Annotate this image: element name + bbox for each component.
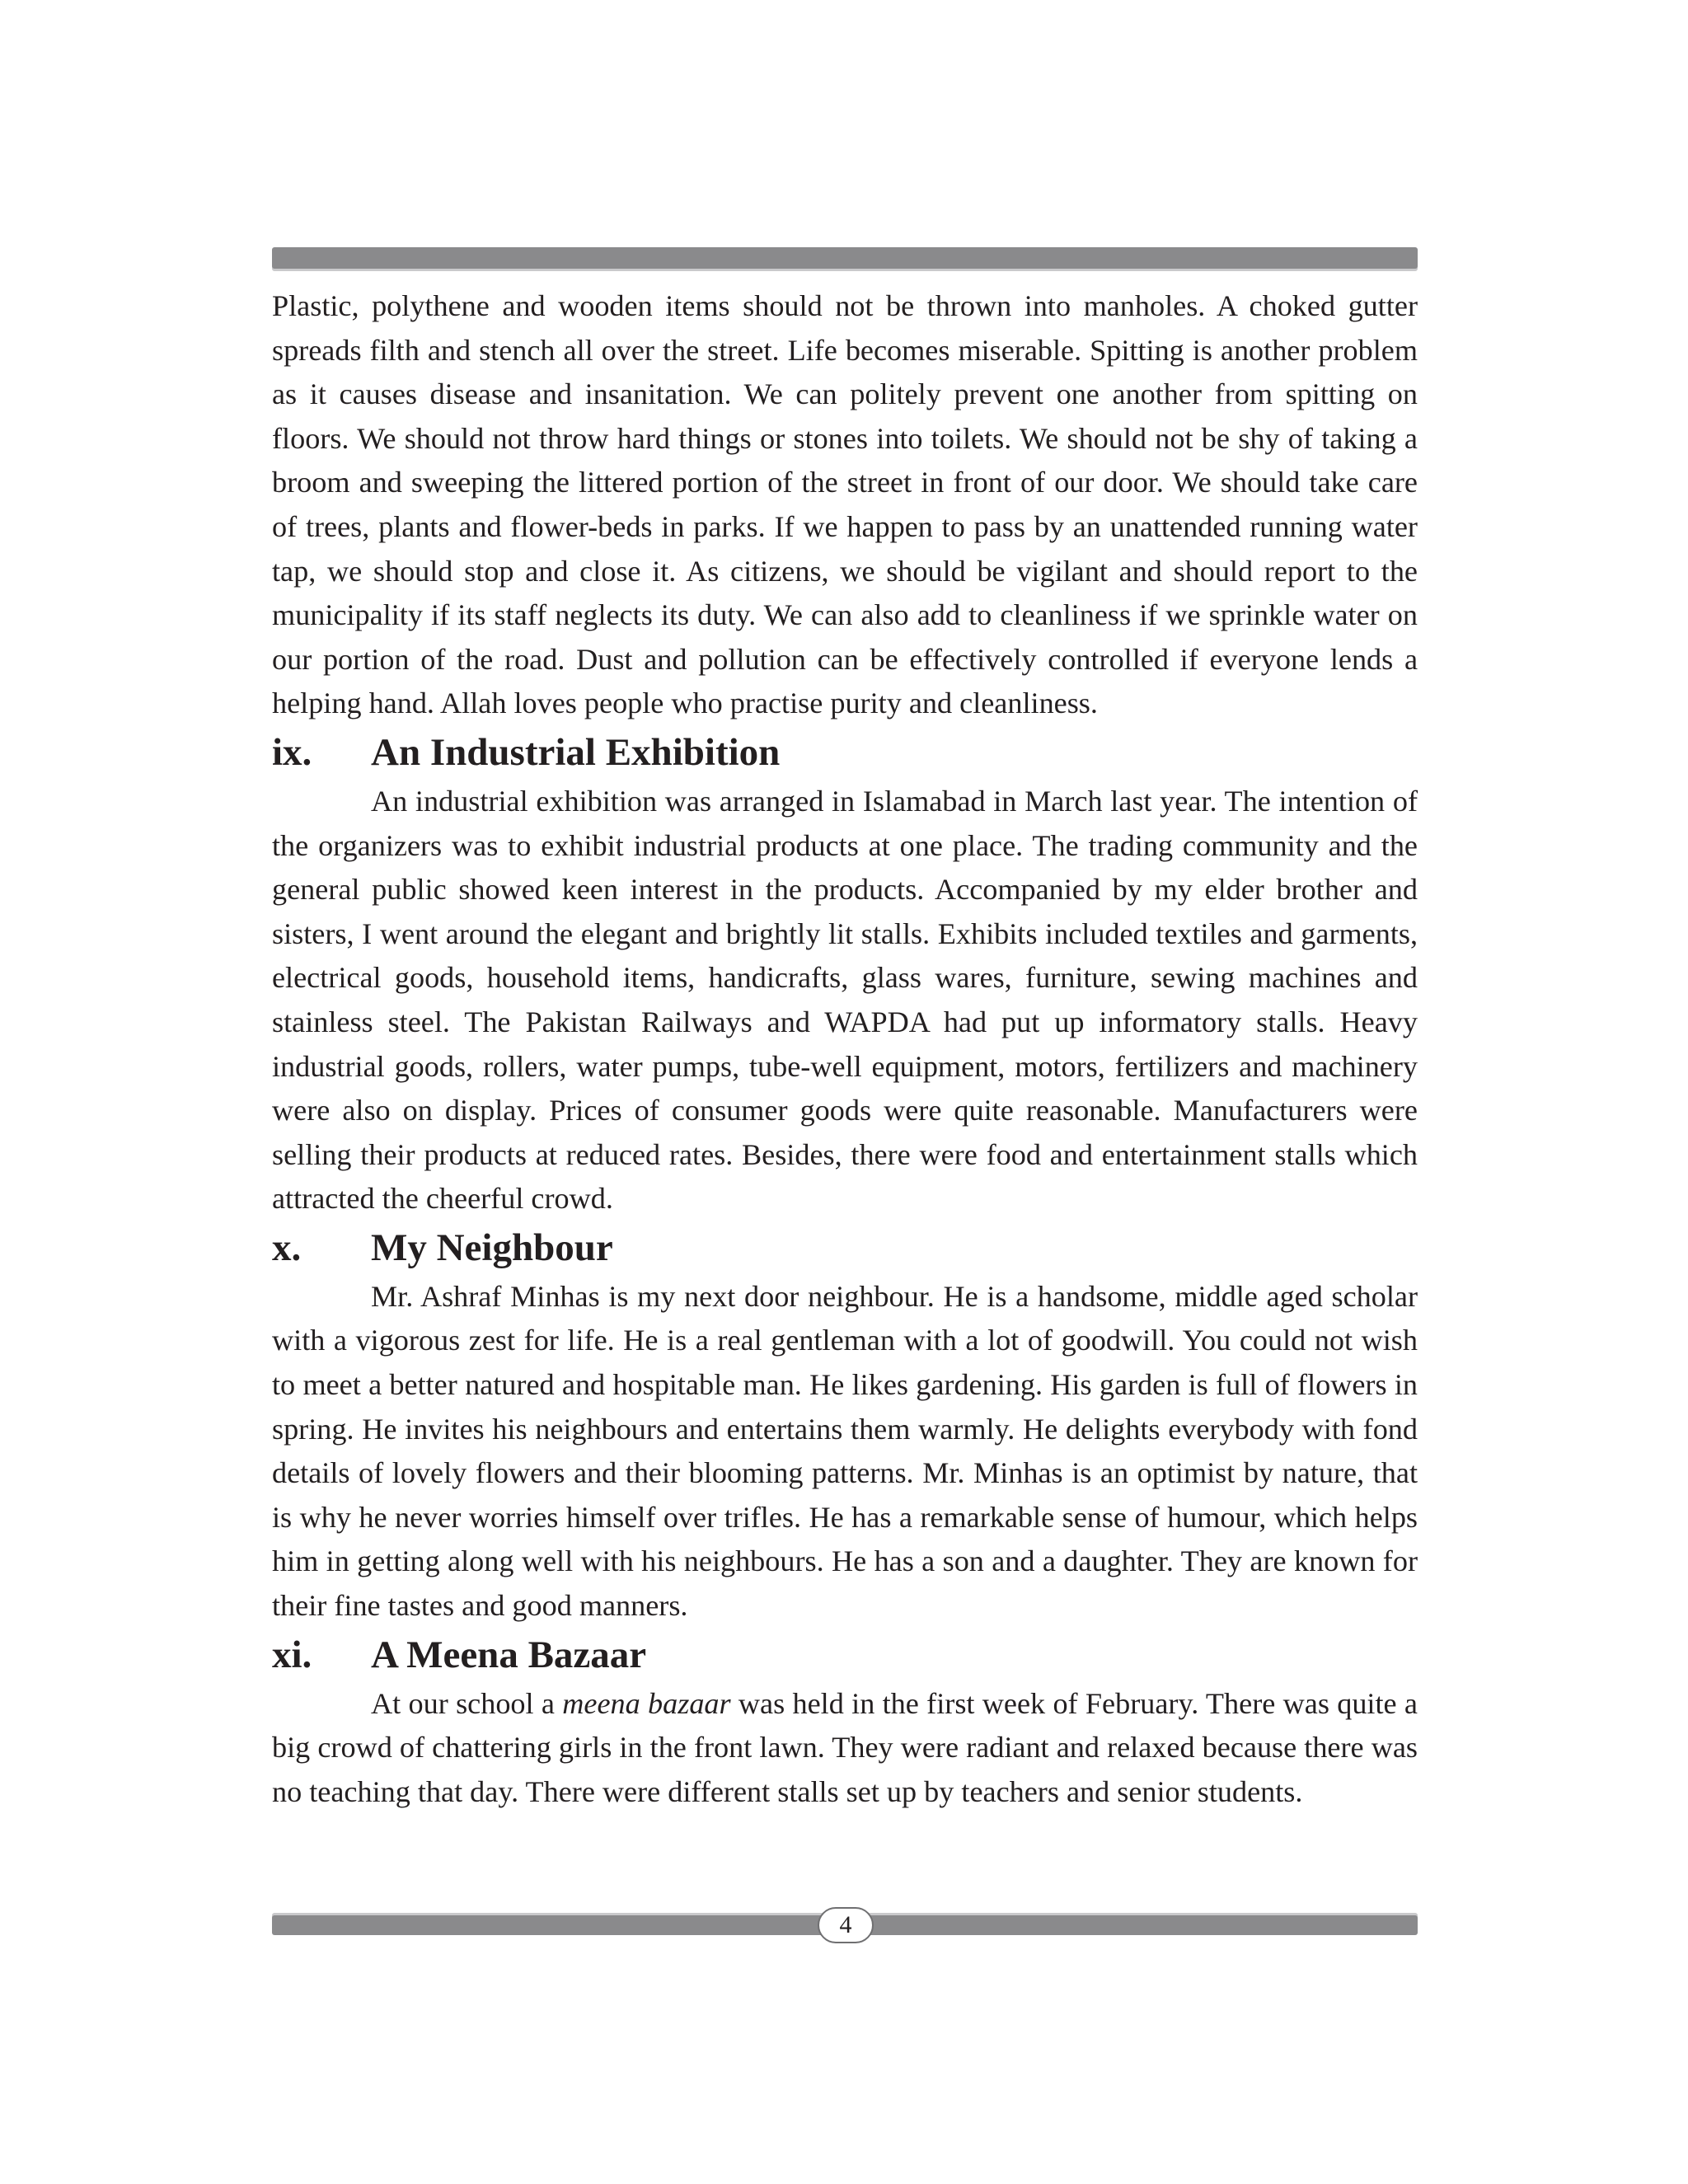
intro-paragraph: Plastic, polythene and wooden items should not be thrown into manholes. A choked gutter spreads filth and stench all over the street. Life becomes miserable. Spitting is another problem as it causes disease and insanitation. We can politely prevent one another from spitting on floors. We should not throw hard things or stones into toilets. We should not be shy of taking a broom and sweeping the littered portion of the street in front of our door. We should take care of trees, plants and flower-beds in parks. If we happen to pass by an unattended running water tap, we should stop and close it. As citizens, we should be vigilant and should report to the municipality if its staff neglects its duty. We can also add to cleanliness if we sprinkle water on our portion of the road. Dust and pollution can be effectively controlled if everyone lends a helping hand. Allah loves people who practise purity and cleanliness. xyxy=(272,289,1418,720)
section-heading-meena-bazaar xyxy=(272,1629,1418,1682)
section-title: A Meena Bazaar xyxy=(371,1633,647,1676)
page-number: 4 xyxy=(818,1907,874,1943)
paragraph-text: was held in the first week of February. There was quite a big crowd of chattering girls in the front lawn. They were radiant and relaxed because there was no teaching that day. There were different stalls set up by teachers and senior students. xyxy=(272,1686,1418,1808)
page-body xyxy=(272,284,1418,1814)
section-heading-my-neighbour xyxy=(272,1221,1418,1275)
section-number: x. xyxy=(272,1226,302,1269)
section-heading-industrial-exhibition xyxy=(272,726,1418,780)
section-number: xi. xyxy=(272,1633,312,1676)
italic-term: meena bazaar xyxy=(562,1686,731,1720)
header-rule xyxy=(272,247,1418,269)
section-paragraph-meena-bazaar xyxy=(272,1682,1418,1815)
section-title: An Industrial Exhibition xyxy=(371,730,781,774)
section-paragraph-industrial-exhibition: An industrial exhibition was arranged in Islamabad in March last year. The intention of the organizers was to exhibit industrial products at one place. The trading community and the general public showed keen interest in the products. Accompanied by my elder brother and sisters, I went around the elegant and brightly lit stalls. Exhibits included textiles and garments, electrical goods, household items, handicrafts, glass wares, furniture, sewing machines and stainless steel. The Pakistan Railways and WAPDA had put up informatory stalls. Heavy industrial goods, rollers, water pumps, tube-well equipment, motors, fertilizers and machinery were also on display. Prices of consumer goods were quite reasonable. Manufacturers were selling their products at reduced rates. Besides, there were food and entertainment stalls which attracted the cheerful crowd. xyxy=(272,784,1418,1216)
section-paragraph-my-neighbour: Mr. Ashraf Minhas is my next door neighbour. He is a handsome, middle aged scholar with a vigorous zest for life. He is a real gentleman with a lot of goodwill. You could not wish to meet a better natured and hospitable man. He likes gardening. His garden is full of flowers in spring. He invites his neighbours and entertains them warmly. He delights everybody with fond details of lovely flowers and their blooming patterns. Mr. Minhas is an optimist by nature, that is why he never worries himself over trifles. He has a remarkable sense of humour, which helps him in getting along well with his neighbours. He has a son and a daughter. They are known for their fine tastes and good manners. xyxy=(272,1279,1418,1623)
section-title: My Neighbour xyxy=(371,1226,613,1269)
section-number: ix. xyxy=(272,730,312,774)
paragraph-text: At our school a xyxy=(371,1686,563,1720)
